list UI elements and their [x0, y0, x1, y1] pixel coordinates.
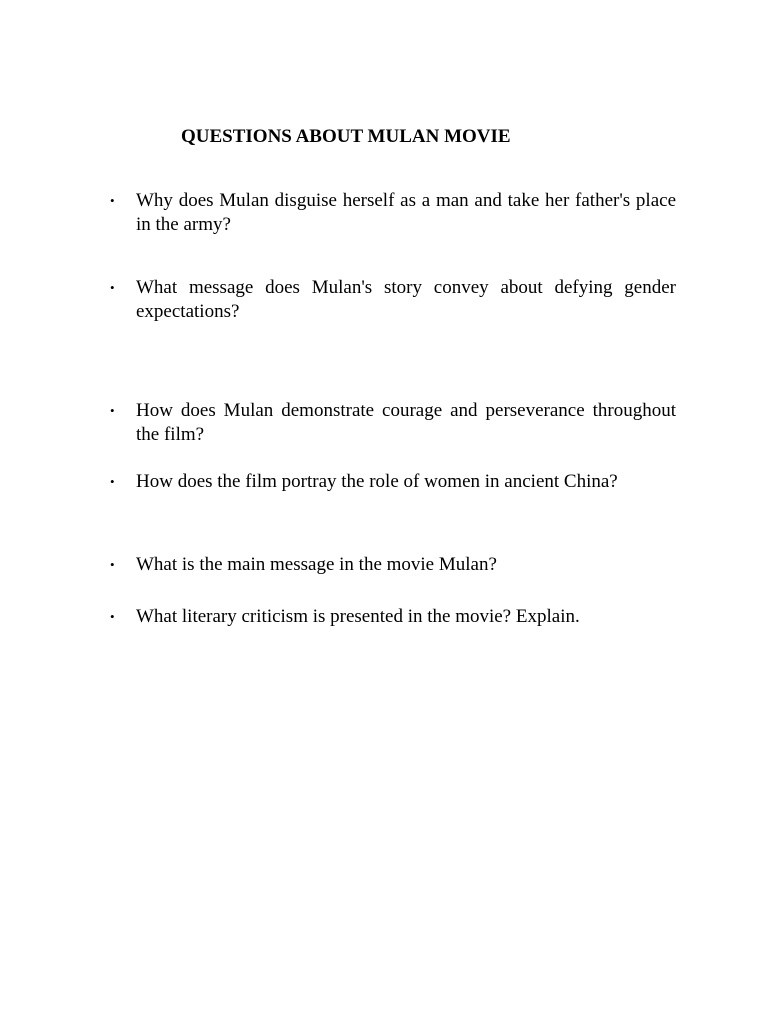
bullet-icon: •	[110, 193, 115, 208]
bullet-icon: •	[110, 557, 115, 572]
question-text: What is the main message in the movie Mulan?	[136, 554, 497, 575]
question-item	[110, 189, 676, 237]
question-item	[110, 276, 676, 324]
question-text: What message does Mulan's story convey about defying gender expectations?	[136, 277, 676, 322]
question-item	[110, 605, 676, 629]
bullet-icon: •	[110, 403, 115, 418]
question-item	[110, 399, 676, 447]
question-text: Why does Mulan disguise herself as a man and take her father's place in the army?	[136, 190, 676, 235]
document-title: QUESTIONS ABOUT MULAN MOVIE	[181, 126, 511, 147]
bullet-icon: •	[110, 280, 115, 295]
question-text: What literary criticism is presented in the movie? Explain.	[136, 606, 580, 627]
question-item	[110, 470, 676, 494]
question-text: How does the film portray the role of women in ancient China?	[136, 471, 618, 492]
bullet-icon: •	[110, 609, 115, 624]
bullet-icon: •	[110, 474, 115, 489]
question-text: How does Mulan demonstrate courage and perseverance throughout the film?	[136, 400, 676, 445]
question-item	[110, 553, 676, 577]
